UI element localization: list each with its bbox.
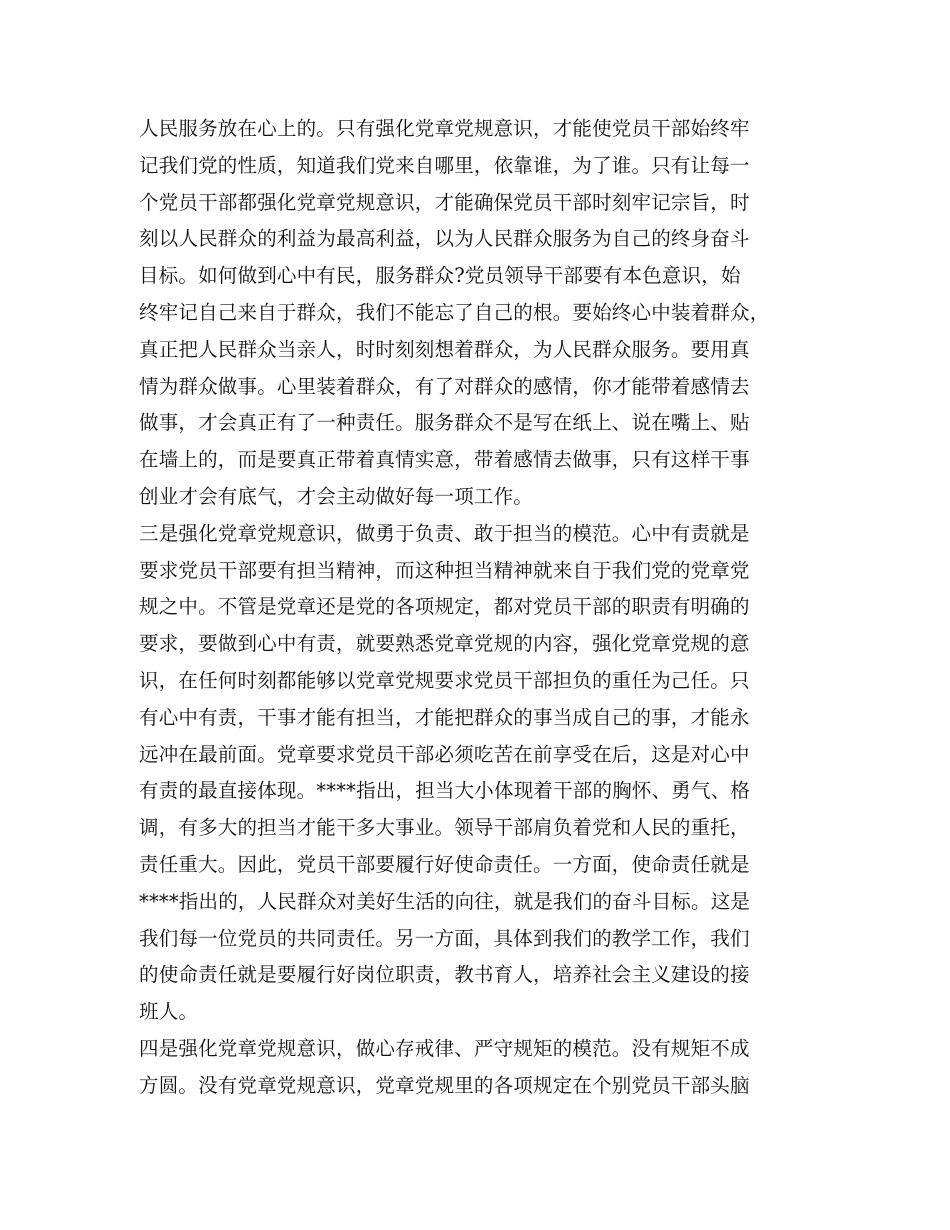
text-line: 要求党员干部要有担当精神，而这种担当精神就来自于我们党的党章党 — [139, 558, 750, 582]
text-line: 真正把人民群众当亲人，时时刻刻想着群众，为人民群众服务。要用真 — [139, 337, 750, 361]
text-line: 情为群众做事。心里装着群众，有了对群众的感情，你才能带着感情去 — [139, 374, 750, 398]
text-line: 人民服务放在心上的。只有强化党章党规意识，才能使党员干部始终牢 — [139, 117, 750, 140]
text-line: ****指出的，人民群众对美好生活的向往，就是我们的奋斗目标。这是 — [139, 889, 751, 913]
text-line: 班人。 — [139, 1000, 199, 1024]
text-line: 目标。如何做到心中有民，服务群众?党员领导干部要有本色意识，始 — [139, 264, 741, 288]
text-line: 调，有多大的担当才能干多大事业。领导干部肩负着党和人民的重托， — [139, 816, 750, 840]
text-line: 有责的最直接体现。****指出，担当大小体现着干部的胸怀、勇气、格 — [139, 779, 751, 803]
text-line: 个党员干部都强化党章党规意识，才能确保党员干部时刻牢记宗旨，时 — [139, 190, 750, 214]
body-text — [139, 111, 829, 1105]
text-line: 要求，要做到心中有责，就要熟悉党章党规的内容，强化党章党规的意 — [139, 632, 750, 656]
text-line: 方圆。没有党章党规意识，党章党规里的各项规定在个别党员干部头脑 — [139, 1073, 750, 1097]
text-line: 创业才会有底气，才会主动做好每一项工作。 — [139, 484, 534, 508]
text-line: 在墙上的，而是要真正带着真情实意，带着感情去做事，只有这样干事 — [139, 448, 750, 472]
text-line: 三是强化党章党规意识，做勇于负责、敢于担当的模范。心中有责就是 — [139, 521, 750, 545]
text-line: 远冲在最前面。党章要求党员干部必须吃苦在前享受在后，这是对心中 — [139, 742, 750, 766]
text-line: 规之中。不管是党章还是党的各项规定，都对党员干部的职责有明确的 — [139, 595, 750, 619]
text-line: 的使命责任就是要履行好岗位职责，教书育人，培养社会主义建设的接 — [139, 963, 750, 987]
text-line: 终牢记自己来自于群众，我们不能忘了自己的根。要始终心中装着群众， — [139, 300, 770, 324]
text-line: 识，在任何时刻都能够以党章党规要求党员干部担负的重任为己任。只 — [139, 668, 750, 692]
text-line: 我们每一位党员的共同责任。另一方面，具体到我们的教学工作，我们 — [139, 926, 750, 950]
text-line: 四是强化党章党规意识，做心存戒律、严守规矩的模范。没有规矩不成 — [139, 1036, 750, 1060]
text-line: 记我们党的性质，知道我们党来自哪里，依靠谁，为了谁。只有让每一 — [139, 153, 750, 177]
text-line: 刻以人民群众的利益为最高利益，以为人民群众服务为自己的终身奋斗 — [139, 227, 750, 251]
text-line: 有心中有责，干事才能有担当，才能把群众的事当成自己的事，才能永 — [139, 705, 750, 729]
text-line: 做事，才会真正有了一种责任。服务群众不是写在纸上、说在嘴上、贴 — [139, 411, 750, 435]
text-line: 责任重大。因此，党员干部要履行好使命责任。一方面，使命责任就是 — [139, 852, 750, 876]
